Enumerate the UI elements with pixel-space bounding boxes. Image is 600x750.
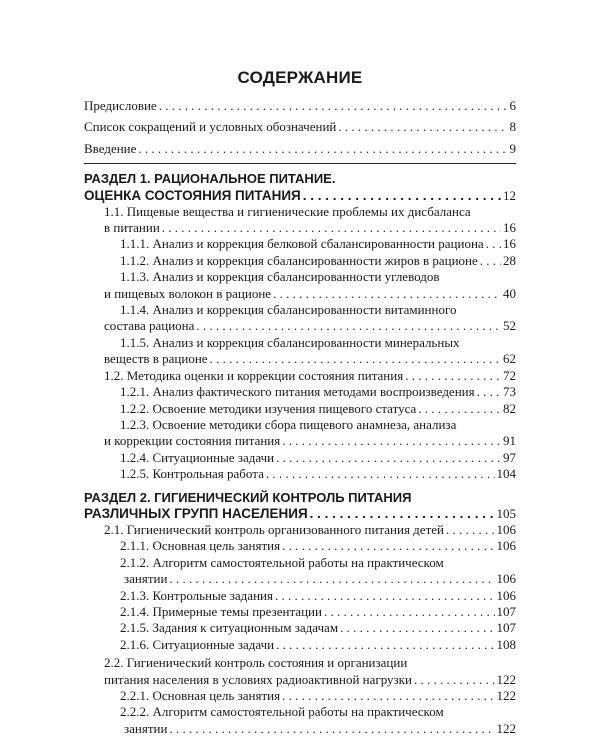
toc-entry-1-1-1[interactable]: 1.1.1. Анализ и коррекция белковой сбалансированности рациона . . . 16 — [84, 236, 516, 252]
section-1-entries — [84, 204, 516, 483]
toc-entry-1-1-3[interactable]: 1.1.3. Анализ и коррекция сбалансированности углеводов и пищевых волокон в рационе . . . 40 — [84, 269, 516, 302]
front-matter — [84, 98, 516, 157]
toc-entry-1-2-1[interactable]: 1.2.1. Анализ фактического питания методами воспроизведения . . . 73 — [84, 384, 516, 400]
page-title: СОДЕРЖАНИЕ — [237, 68, 363, 87]
toc-entry-1-1-5[interactable]: 1.1.5. Анализ и коррекция сбалансированности минеральных веществ в рационе . . . 62 — [84, 335, 516, 368]
toc-entry-1-1-2[interactable]: 1.1.2. Анализ и коррекция сбалансированности жиров в рационе . . . 28 — [84, 253, 516, 269]
toc-entry-2-1-4[interactable]: 2.1.4. Примерные темы презентации . . . 107 — [84, 604, 516, 620]
toc-entry-1-2-3[interactable]: 1.2.3. Освоение методики сбора пищевого анамнеза, анализа и коррекции состояния питания . . . 91 — [84, 417, 516, 450]
toc-entry-1-2-5[interactable]: 1.2.5. Контрольная работа . . . 104 — [84, 466, 516, 482]
toc-entry-2-1-5[interactable]: 2.1.5. Задания к ситуационным задачам . . . 107 — [84, 620, 516, 636]
section-1-heading[interactable]: РАЗДЕЛ 1. РАЦИОНАЛЬНОЕ ПИТАНИЕ. ОЦЕНКА СОСТОЯНИЯ ПИТАНИЯ . . . 12 — [84, 171, 516, 203]
toc-entry-introduction[interactable]: Введение . . . 9 — [84, 141, 516, 157]
toc-entry-2-1-1[interactable]: 2.1.1. Основная цель занятия . . . 106 — [84, 538, 516, 554]
toc-entry-2-1[interactable]: 2.1. Гигиенический контроль организованного питания детей . . . 106 — [84, 522, 516, 538]
toc-entry-preface[interactable]: Предисловие . . . 6 — [84, 98, 516, 114]
toc-entry-2-1-6[interactable]: 2.1.6. Ситуационные задачи . . . 108 — [84, 637, 516, 653]
toc-entry-2-2-2[interactable]: 2.2.2. Алгоритм самостоятельной работы на практическом занятии . . . 122 — [84, 704, 516, 737]
section-2-heading[interactable]: РАЗДЕЛ 2. ГИГИЕНИЧЕСКИЙ КОНТРОЛЬ ПИТАНИЯ РАЗЛИЧНЫХ ГРУПП НАСЕЛЕНИЯ . . . 105 — [84, 490, 516, 522]
toc-entry-abbreviations[interactable]: Список сокращений и условных обозначений . . . 8 — [84, 119, 516, 135]
toc-entry-1-2[interactable]: 1.2. Методика оценки и коррекции состояния питания . . . 72 — [84, 368, 516, 384]
toc-entry-2-2-1[interactable]: 2.2.1. Основная цель занятия . . . 122 — [84, 688, 516, 704]
toc-entry-2-1-3[interactable]: 2.1.3. Контрольные задания . . . 106 — [84, 588, 516, 604]
toc-entry-1-1[interactable]: 1.1. Пищевые вещества и гигиенические проблемы их дисбаланса в питании . . . 16 — [84, 204, 516, 237]
section-2-entries — [84, 522, 516, 737]
table-of-contents — [84, 68, 516, 737]
toc-entry-2-1-2[interactable]: 2.1.2. Алгоритм самостоятельной работы на практическом занятии . . . 106 — [84, 555, 516, 588]
toc-entry-1-2-4[interactable]: 1.2.4. Ситуационные задачи . . . 97 — [84, 450, 516, 466]
toc-entry-2-2[interactable]: 2.2. Гигиенический контроль состояния и организации питания населения в условиях радиоактивной нагрузки . . . 122 — [84, 655, 516, 688]
toc-entry-1-2-2[interactable]: 1.2.2. Освоение методики изучения пищевого статуса . . . 82 — [84, 401, 516, 417]
divider — [84, 163, 516, 164]
toc-entry-1-1-4[interactable]: 1.1.4. Анализ и коррекция сбалансированности витаминного состава рациона . . . 52 — [84, 302, 516, 335]
